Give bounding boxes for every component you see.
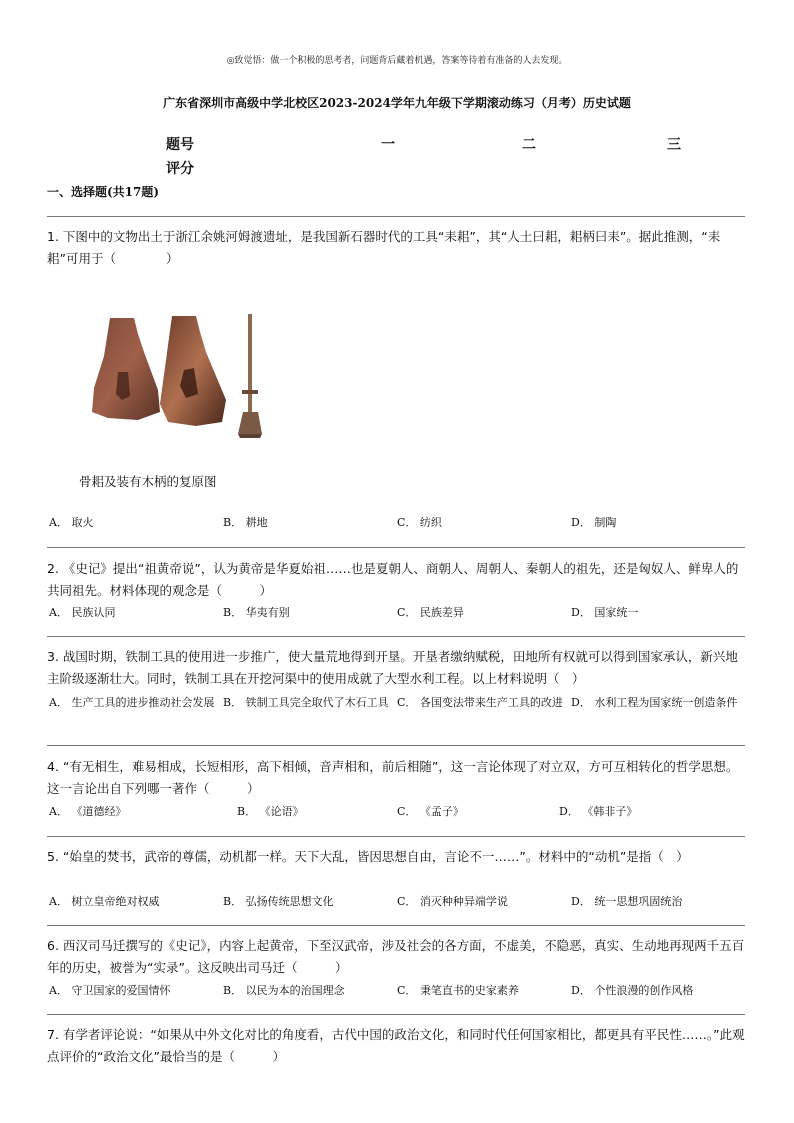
question-2-options [47, 604, 747, 621]
question-7-text: 7. 有学者评论说：“如果从中外文化对比的角度看，古代中国的政治文化，和同时代任何国家相比，都更具有平民性……。”此观点评价的“政治文化”最恰当的是（ ） [47, 1027, 745, 1064]
option-c[interactable]: C． 纺织 [397, 516, 442, 529]
option-b[interactable]: B． 耕地 [223, 516, 268, 529]
option-a[interactable]: A． 民族认同 [49, 606, 116, 619]
figure-caption: 骨耜及装有木柄的复原图 [79, 474, 217, 489]
option-d[interactable]: D． 《韩非子》 [559, 805, 638, 818]
divider [47, 547, 745, 548]
option-b[interactable]: B． 华夷有别 [223, 606, 290, 619]
score-col-3: 三 [667, 137, 681, 153]
option-d[interactable]: D． 水利工程为国家统一创造条件 [571, 696, 738, 709]
option-b[interactable]: B． 铁制工具完全取代了木石工具 [223, 696, 389, 709]
option-c[interactable]: C． 民族差异 [397, 606, 464, 619]
page-title: 广东省深圳市高级中学北校区2023-2024学年九年级下学期滚动练习（月考）历史试题 [163, 96, 631, 110]
question-2-text: 2. 《史记》提出“祖黄帝说”，认为黄帝是华夏始祖……也是夏朝人、商朝人、周朝人、秦朝人的祖先，还是匈奴人、鲜卑人的共同祖先。材料体现的观念是（ ） [47, 561, 739, 598]
score-row2-label: 评分 [166, 161, 194, 177]
section-heading: 一、选择题(共17题) [47, 185, 160, 199]
option-d[interactable]: D． 统一思想巩固统治 [571, 895, 683, 908]
score-col-2: 二 [522, 137, 536, 153]
option-a[interactable]: A． 《道德经》 [49, 805, 127, 818]
question-3-options [47, 694, 747, 728]
question-5-options [47, 893, 747, 910]
option-a[interactable]: A． 树立皇帝绝对权威 [49, 895, 160, 908]
divider [47, 636, 745, 637]
option-a[interactable]: A． 生产工具的进步推动社会发展 [49, 696, 215, 709]
divider [47, 745, 745, 746]
score-col-1: 一 [381, 137, 395, 153]
divider [47, 925, 745, 926]
option-d[interactable]: D． 国家统一 [571, 606, 639, 619]
question-6-text: 6. 西汉司马迁撰写的《史记》，内容上起黄帝，下至汉武帝，涉及社会的各方面，不虚美，不隐恶，真实、生动地再现两千五百年的历史，被誉为“实录”。这反映出司马迁（ ） [47, 938, 745, 975]
option-b[interactable]: B． 弘扬传统思想文化 [223, 895, 334, 908]
option-a[interactable]: A． 取火 [49, 516, 94, 529]
option-d[interactable]: D． 制陶 [571, 516, 617, 529]
option-c[interactable]: C． 各国变法带来生产工具的改进 [397, 696, 563, 709]
option-a[interactable]: A． 守卫国家的爱国情怀 [49, 984, 171, 997]
question-1-text: 1. 下图中的文物出土于浙江余姚河姆渡遗址，是我国新石器时代的工具“耒耜”，其“人土曰耜，耜柄曰耒”。据此推测，“耒耜”可用于（ ） [47, 229, 721, 266]
divider [47, 1014, 745, 1015]
question-6-options [47, 982, 747, 999]
question-1-options [47, 514, 747, 531]
divider [47, 836, 745, 837]
question-4-options [47, 803, 747, 820]
option-d[interactable]: D． 个性浪漫的创作风格 [571, 984, 694, 997]
option-b[interactable]: B． 以民为本的治国理念 [223, 984, 345, 997]
option-b[interactable]: B． 《论语》 [237, 805, 304, 818]
divider [47, 216, 745, 217]
question-5-text: 5. “始皇的焚书，武帝的尊儒，动机都一样。天下大乱，皆因思想自由，言论不一……”。材料中的“动机”是指（ ） [47, 849, 689, 864]
option-c[interactable]: C． 《孟子》 [397, 805, 464, 818]
question-4-text: 4. “有无相生，难易相成，长短相形，高下相倾，音声相和，前后相随”，这一言论体现了对立双，方可互相转化的哲学思想。这一言论出自下列哪一著作（ ） [47, 759, 739, 796]
option-c[interactable]: C． 消灭种种异端学说 [397, 895, 508, 908]
score-row-label: 题号 [166, 137, 194, 153]
artifact-image [88, 312, 278, 442]
option-c[interactable]: C． 秉笔直书的史家素养 [397, 984, 519, 997]
motto-banner: ◎致觉悟：做一个积极的思考者，问题背后藏着机遇，答案等待着有准备的人去发现。 [226, 56, 568, 66]
question-3-text: 3. 战国时期，铁制工具的使用进一步推广，使大量荒地得到开垦。开垦者缴纳赋税，田地所有权就可以得到国家承认，新兴地主阶级逐渐壮大。同时，铁制工具在开挖河渠中的使用成就了大型水利工程。以上材料说明（ ） [47, 649, 738, 686]
